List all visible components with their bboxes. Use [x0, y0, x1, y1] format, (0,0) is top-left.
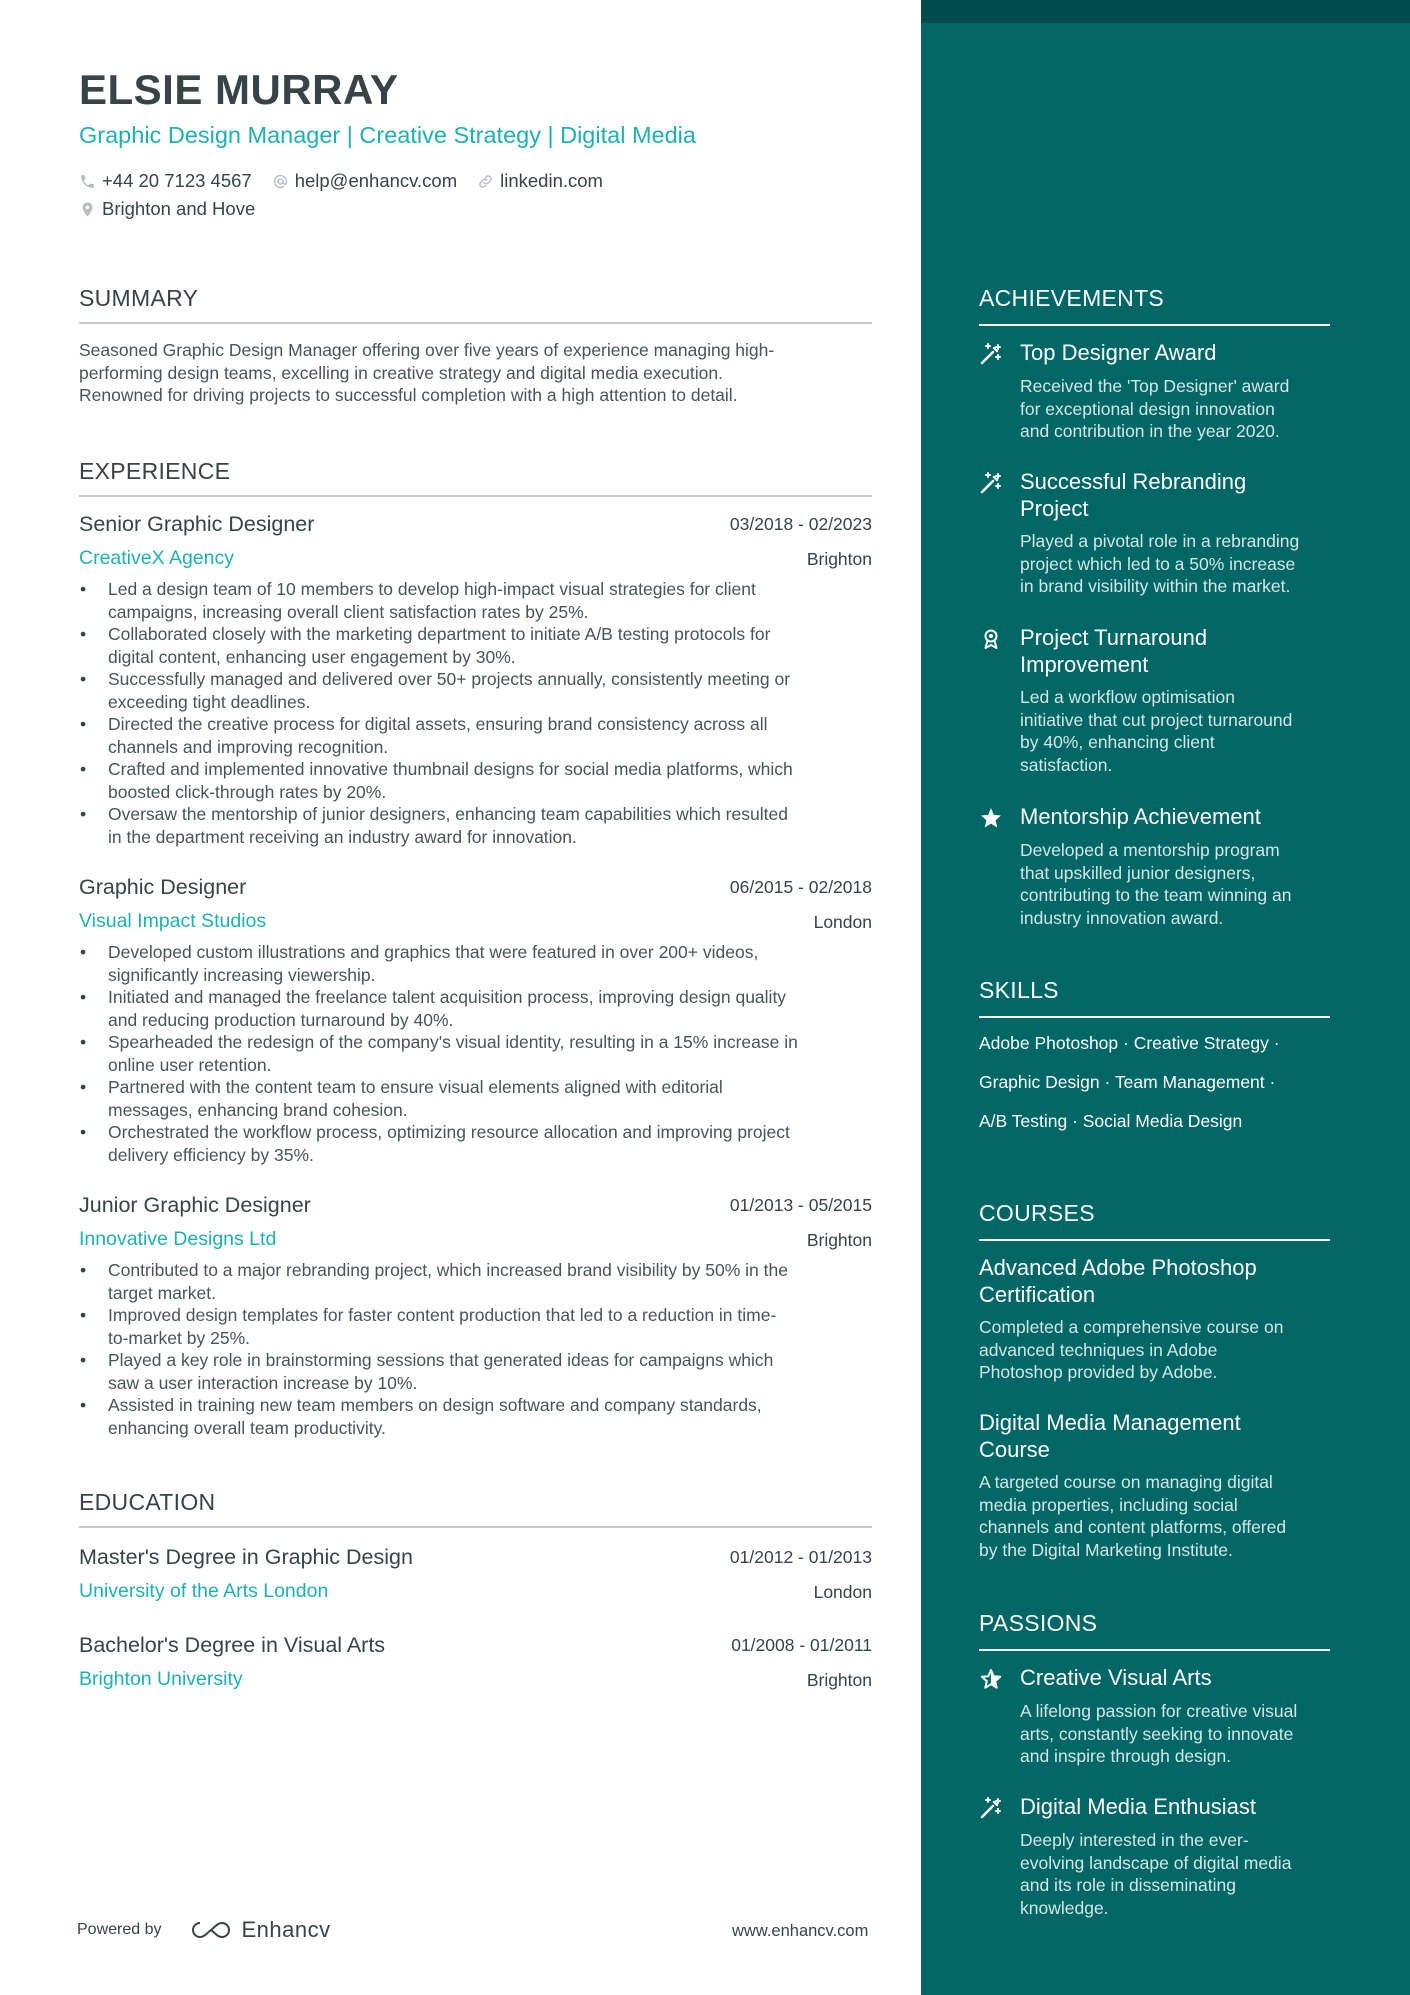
edu-location: London: [813, 1582, 872, 1602]
bullet-item: • Improved design templates for faster content production that led to a reduction in time- to-market by 25%.: [79, 1304, 872, 1349]
star-icon: [979, 806, 1003, 830]
education-entry: [79, 1633, 872, 1695]
bullet-item: • Orchestrated the workflow process, optimizing resource allocation and improving project delivery efficiency by 35%.: [79, 1121, 872, 1166]
job-location: Brighton: [806, 549, 872, 569]
job-date: 06/2015 - 02/2018: [729, 877, 872, 897]
edu-location: Brighton: [806, 1670, 872, 1690]
sidebar: [921, 0, 1410, 1995]
job-title: Senior Graphic Designer: [79, 512, 315, 536]
bullet-item: • Collaborated closely with the marketing department to initiate A/B testing protocols for digital content, enhancing user engagement by 30%.: [79, 623, 872, 668]
job-location: Brighton: [806, 1230, 872, 1250]
skills-line: A/B Testing · Social Media Design: [979, 1111, 1243, 1131]
job-bullets: [79, 1259, 872, 1439]
passion-desc: Deeply interested in the ever- evolving landscape of digital media and its role in disseminating knowledge.: [1020, 1830, 1292, 1918]
job-date: 01/2013 - 05/2015: [729, 1195, 872, 1215]
summary-text: [79, 339, 872, 407]
passion-desc: A lifelong passion for creative visual arts, constantly seeking to innovate and inspire through design.: [1020, 1701, 1298, 1766]
achievement-title: Mentorship Achievement: [1020, 804, 1261, 829]
passion-title: Creative Visual Arts: [1020, 1665, 1212, 1690]
enhancv-logo[interactable]: [189, 1917, 331, 1943]
courses-title: COURSES: [979, 1200, 1330, 1241]
job-bullets: [79, 941, 872, 1166]
enhancv-logo-icon: [189, 1919, 242, 1941]
resume-headline: Graphic Design Manager | Creative Strategy | Digital Media: [79, 122, 696, 148]
contact-row-2: [79, 198, 275, 220]
contact-row: [79, 170, 623, 192]
magic-wand-icon: [979, 1796, 1003, 1820]
bullet-item: • Led a design team of 10 members to develop high-impact visual strategies for client campaigns, increasing overall client satisfaction rates by 25%.: [79, 578, 872, 623]
link-icon: [477, 173, 500, 190]
bullet-item: • Directed the creative process for digital assets, ensuring brand consistency across all channels and improving recognition.: [79, 713, 872, 758]
phone-text[interactable]: +44 20 7123 4567: [102, 170, 252, 191]
bullet-item: • Assisted in training new team members on design software and company standards, enhancing overall team productivity.: [79, 1394, 872, 1439]
edu-date: 01/2012 - 01/2013: [729, 1547, 872, 1567]
bullet-item: • Played a key role in brainstorming sessions that generated ideas for campaigns which saw a user interaction increase by 10%.: [79, 1349, 872, 1394]
bullet-item: • Spearheaded the redesign of the company's visual identity, resulting in a 15% increase in online user retention.: [79, 1031, 872, 1076]
skills-line: Graphic Design · Team Management ·: [979, 1072, 1276, 1092]
footer-website[interactable]: www.enhancv.com: [732, 1922, 869, 1940]
enhancv-brand-text: Enhancv: [241, 1917, 331, 1942]
course-title: Digital Media Management Course: [979, 1410, 1241, 1462]
skills-title: SKILLS: [979, 977, 1330, 1018]
achievement-desc: Led a workflow optimisation initiative that cut project turnaround by 40%, enhancing client satisfaction.: [1020, 687, 1293, 775]
skills-list: [979, 1024, 1330, 1141]
contact-phone: [79, 170, 252, 192]
achievement-title: Project Turnaround Improvement: [1020, 625, 1208, 677]
contact-email: [272, 170, 457, 192]
bullet-item: • Initiated and managed the freelance talent acquisition process, improving design quality and reducing production turnaround by 40%.: [79, 986, 872, 1031]
footer-powered-by: [77, 1917, 331, 1943]
contact-location: [79, 198, 255, 220]
bullet-item: • Successfully managed and delivered over 50+ projects annually, consistently meeting or exceeding tight deadlines.: [79, 668, 872, 713]
job-company[interactable]: CreativeX Agency: [79, 547, 235, 569]
edu-school[interactable]: Brighton University: [79, 1668, 243, 1690]
edu-degree: Master's Degree in Graphic Design: [79, 1545, 413, 1569]
edu-school[interactable]: University of the Arts London: [79, 1580, 329, 1602]
course-desc: A targeted course on managing digital media properties, including social channels and content platforms, offered by the Digital Marketing Institute.: [979, 1472, 1287, 1560]
course-title: Advanced Adobe Photoshop Certification: [979, 1255, 1257, 1307]
achievement-title: Top Designer Award: [1020, 340, 1217, 365]
bullet-item: • Oversaw the mentorship of junior designers, enhancing team capabilities which resulted in the department receiving an industry award for innovation.: [79, 803, 872, 848]
star-outline-icon: [979, 1667, 1003, 1691]
website-text[interactable]: linkedin.com: [500, 170, 603, 191]
achievement-desc: Played a pivotal role in a rebranding project which led to a 50% increase in brand visibility within the market.: [1020, 531, 1300, 596]
achievement-title: Successful Rebranding Project: [1020, 469, 1247, 521]
job-title: Graphic Designer: [79, 875, 247, 899]
contact-website: [477, 170, 603, 192]
award-ribbon-icon: [979, 627, 1003, 651]
email-text[interactable]: help@enhancv.com: [294, 170, 458, 191]
education-title: EDUCATION: [79, 1489, 872, 1528]
bullet-item: • Partnered with the content team to ensure visual elements aligned with editorial messages, enhancing brand cohesion.: [79, 1076, 872, 1121]
job-bullets: [79, 578, 872, 848]
job-title: Junior Graphic Designer: [79, 1193, 311, 1217]
at-icon: [272, 173, 295, 190]
job-location: London: [813, 912, 872, 932]
job-company[interactable]: Visual Impact Studios: [79, 910, 267, 932]
bullet-item: • Developed custom illustrations and graphics that were featured in over 200+ videos, significantly increasing viewership.: [79, 941, 872, 986]
education-entry: [79, 1545, 872, 1607]
powered-by-label: Powered by: [77, 1921, 162, 1938]
edu-date: 01/2008 - 01/2011: [731, 1635, 872, 1655]
bullet-item: • Crafted and implemented innovative thumbnail designs for social media platforms, which boosted click-through rates by 20%.: [79, 758, 872, 803]
location-text: Brighton and Hove: [102, 198, 256, 219]
skills-line: Adobe Photoshop · Creative Strategy ·: [979, 1033, 1280, 1053]
passions-title: PASSIONS: [979, 1610, 1330, 1651]
resume-name: ELSIE MURRAY: [79, 66, 399, 113]
achievement-desc: Developed a mentorship program that upskilled junior designers, contributing to the team winning an industry innovation award.: [1020, 840, 1292, 928]
location-pin-icon: [79, 201, 102, 218]
summary-title: SUMMARY: [79, 285, 872, 324]
summary-line: performing design teams, excelling in creative strategy and digital media execution.: [79, 362, 723, 383]
bullet-item: • Contributed to a major rebranding project, which increased brand visibility by 50% in the target market.: [79, 1259, 872, 1304]
magic-wand-icon: [979, 471, 1003, 495]
job-date: 03/2018 - 02/2023: [729, 514, 872, 534]
experience-title: EXPERIENCE: [79, 458, 872, 497]
summary-line: Renowned for driving projects to successful completion with a high attention to detail.: [79, 385, 738, 405]
sidebar-top-band: [921, 0, 1410, 23]
phone-icon: [79, 173, 102, 190]
edu-degree: Bachelor's Degree in Visual Arts: [79, 1633, 386, 1657]
achievements-title: ACHIEVEMENTS: [979, 285, 1330, 326]
job-company[interactable]: Innovative Designs Ltd: [79, 1228, 277, 1250]
passion-title: Digital Media Enthusiast: [1020, 1794, 1257, 1819]
magic-wand-icon: [979, 342, 1003, 366]
course-desc: Completed a comprehensive course on advanced techniques in Adobe Photoshop provided by Adobe.: [979, 1317, 1284, 1382]
achievement-desc: Received the 'Top Designer' award for exceptional design innovation and contribution in the year 2020.: [1020, 376, 1290, 441]
summary-line: Seasoned Graphic Design Manager offering over five years of experience managing high-: [79, 340, 775, 360]
